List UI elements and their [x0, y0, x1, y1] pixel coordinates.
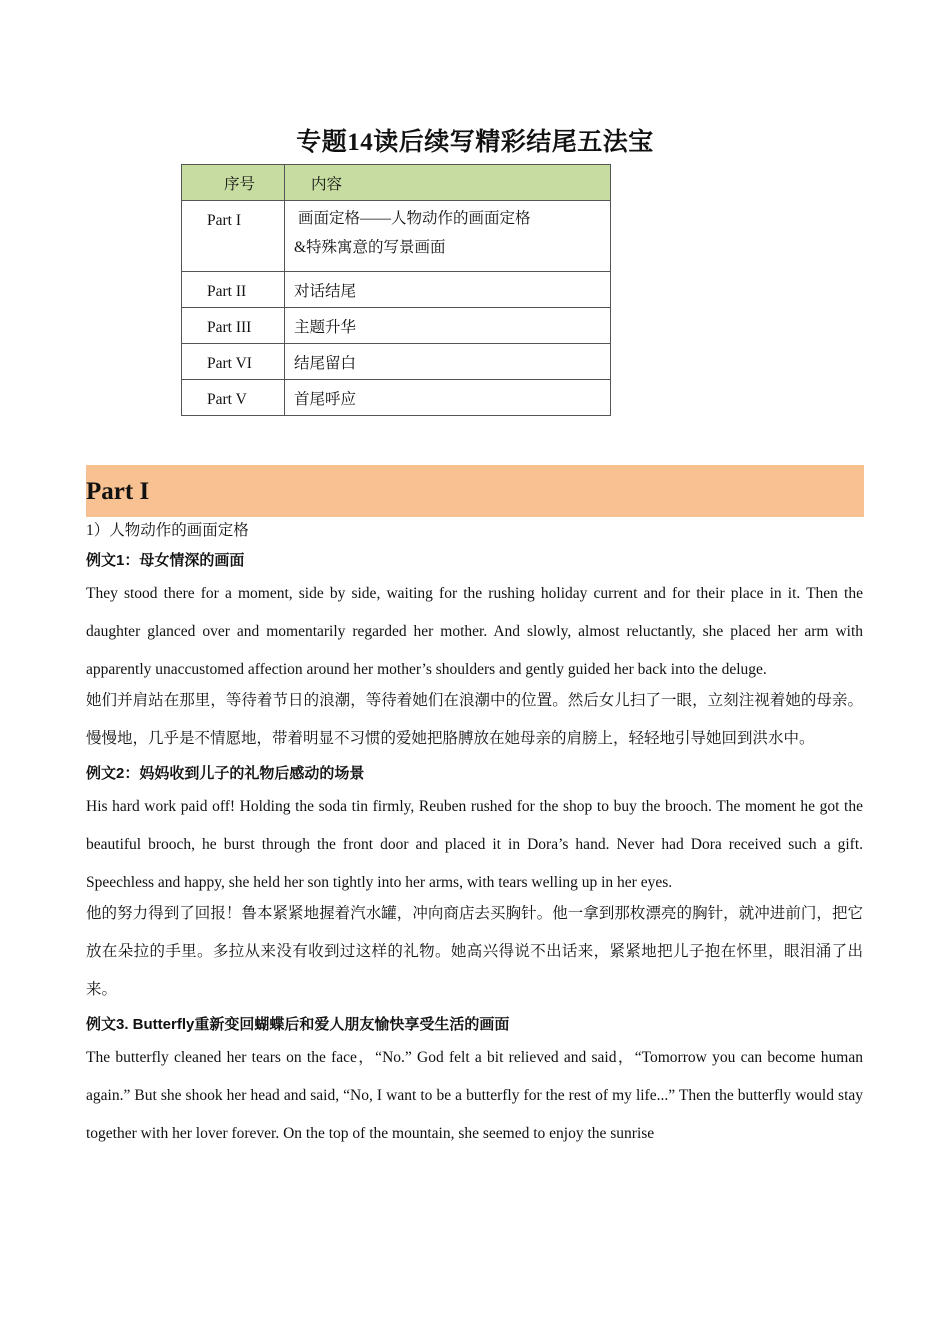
- header-number: 序号: [224, 175, 256, 193]
- table-row: [182, 308, 611, 344]
- row-content: 主题升华: [294, 319, 357, 336]
- section-body: [86, 518, 863, 1153]
- contents-table: [181, 164, 611, 416]
- row-content: 画面定格——人物动作的画面定格: [298, 210, 531, 227]
- section-heading: Part I: [86, 478, 150, 505]
- row-number: Part II: [207, 283, 247, 300]
- example-english-text: His hard work paid off! Holding the soda tin firmly, Reuben rushed for the shop to buy the brooch. The moment he got the beautiful brooch, he burst through the front door and placed it in Dora’s hand. Never had Dora received such a gift. Speechless and happy, she held her son tightly into her arms, with tears welling up in her eyes.: [86, 798, 863, 891]
- row-content-line2: &特殊寓意的写景画面: [294, 239, 446, 256]
- table-row: [182, 272, 611, 308]
- table-header-row: [182, 165, 611, 201]
- table-row: [182, 344, 611, 380]
- row-number: Part I: [207, 212, 242, 229]
- subheading: 1）人物动作的画面定格: [86, 522, 249, 539]
- header-content: 内容: [311, 175, 343, 193]
- row-number: Part V: [207, 391, 247, 408]
- example-title: 例文3. Butterfly重新变回蝴蝶后和爱人朋友愉快享受生活的画面: [86, 1016, 510, 1033]
- example-chinese-text: 她们并肩站在那里，等待着节日的浪潮，等待着她们在浪潮中的位置。然后女儿扫了一眼，立刻注视着她的母亲。慢慢地，几乎是不情愿地，带着明显不习惯的爱她把胳膊放在她母亲的肩膀上，轻轻地引导她回到洪水中。: [86, 692, 863, 747]
- row-number: Part VI: [207, 355, 252, 372]
- row-content: 对话结尾: [294, 283, 357, 300]
- row-content: 结尾留白: [294, 355, 357, 372]
- table-row: [182, 201, 611, 272]
- example-title: 例文2：妈妈收到儿子的礼物后感动的场景: [86, 765, 365, 782]
- example-english-text: The butterfly cleaned her tears on the face，“No.” God felt a bit relieved and said，“Tomorrow you can become human again.” But she shook her head and said, “No, I want to be a butterfly for the rest of my life...” Then the butterfly would stay together with her lover forever. On the top of the mountain, she seemed to enjoy the sunrise: [86, 1049, 863, 1142]
- table-row: [182, 380, 611, 416]
- section-heading-band: [86, 465, 864, 517]
- row-content: 首尾呼应: [294, 391, 357, 408]
- example-english-text: They stood there for a moment, side by side, waiting for the rushing holiday current and for their place in it. Then the daughter glanced over and momentarily regarded her mother. And slowly, almost reluctantly, she placed her arm with apparently unaccustomed affection around her mother’s shoulders and gently guided her back into the deluge.: [86, 585, 863, 678]
- example-title: 例文1：母女情深的画面: [86, 552, 245, 569]
- row-number: Part III: [207, 319, 252, 336]
- example-chinese-text: 他的努力得到了回报！鲁本紧紧地握着汽水罐，冲向商店去买胸针。他一拿到那枚漂亮的胸针，就冲进前门，把它放在朵拉的手里。多拉从来没有收到过这样的礼物。她高兴得说不出话来，紧紧地把儿子抱在怀里，眼泪涌了出来。: [86, 905, 863, 998]
- document-title: 专题14读后续写精彩结尾五法宝: [296, 129, 654, 156]
